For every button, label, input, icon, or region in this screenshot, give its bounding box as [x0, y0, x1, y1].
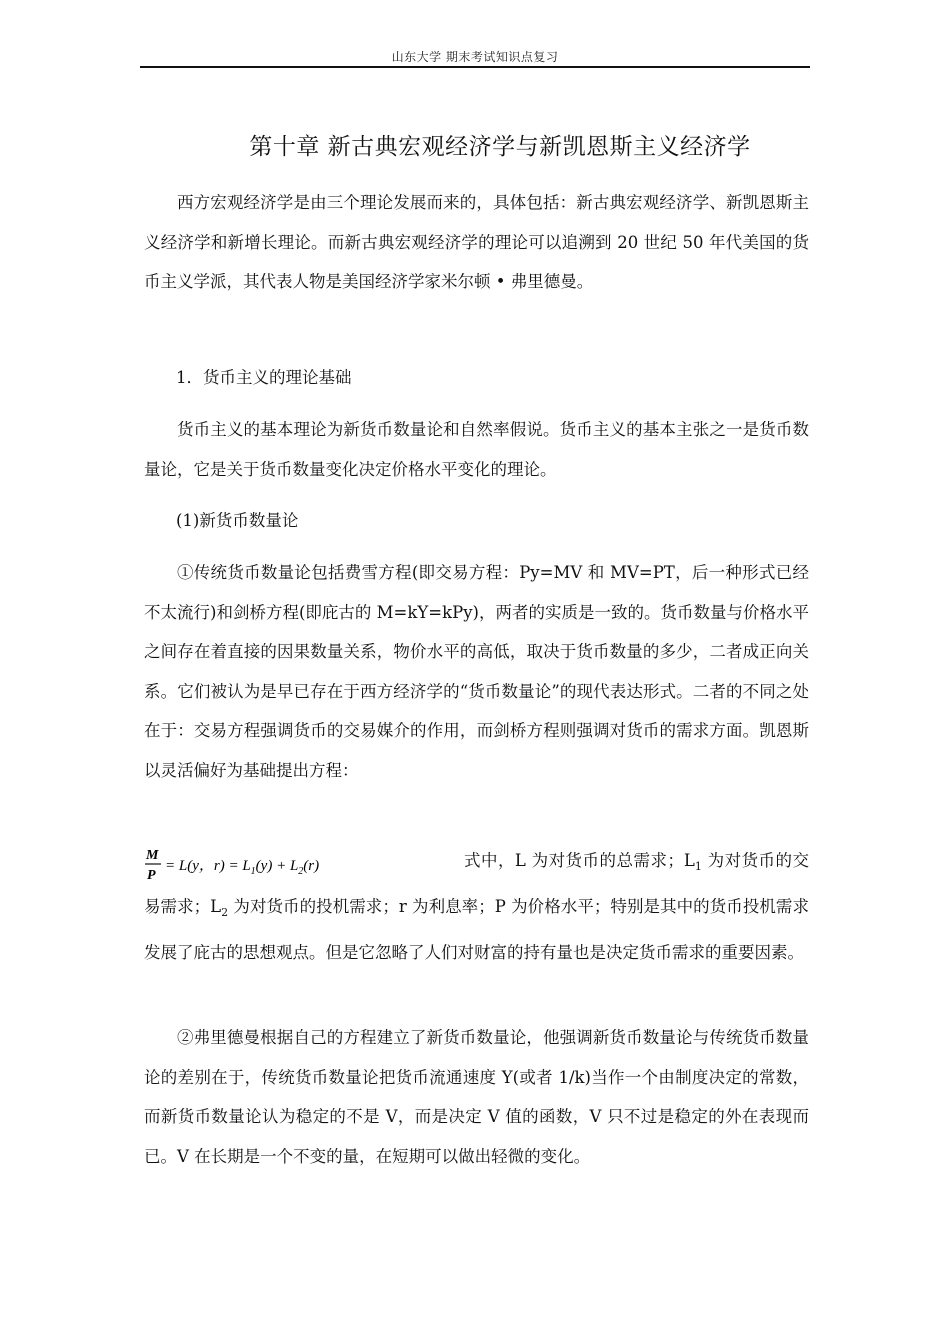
- section-heading-1: 1．货币主义的理论基础: [176, 368, 352, 387]
- formula-rhs: [165, 858, 319, 877]
- money-demand-formula: [144, 845, 389, 885]
- formula-rhs-part1: = L(y，r) = L: [165, 858, 251, 874]
- friedman-paragraph: ②弗里德曼根据自己的方程建立了新货币数量论，他强调新货币数量论与传统货币数量论的差别在于，传统货币数量论把货币流通速度 Y(或者 1/k)当作一个由制度决定的常数，而新货币数量论认为稳定的不是 V，而是决定 V 值的函数，V 只不过是稳定的外在表现而已。V 在长期是一个不变的量，在短期可以做出轻微的变化。: [144, 1028, 809, 1166]
- intro-paragraph: 西方宏观经济学是由三个理论发展而来的，具体包括：新古典宏观经济学、新凯恩斯主义经济学和新增长理论。而新古典宏观经济学的理论可以追溯到 20 世纪 50 年代美国的货币主义学派，其代表人物是美国经济学家米尔顿 • 弗里德曼。: [144, 193, 809, 291]
- explain-part3: 为对货币的投机需求；r 为利息率；P 为价格水平；特别是其中的货币投机需求发展了庇古的思想观点。但是它忽略了人们对财富的持有量也是决定货币需求的重要因素。: [144, 897, 809, 962]
- subsection-heading-1: (1)新货币数量论: [176, 511, 299, 530]
- explain-sub2: 2: [221, 906, 229, 919]
- formula-rhs-part3: (r): [303, 858, 320, 874]
- formula-sub2: 2: [298, 866, 304, 877]
- formula-numerator: M: [146, 848, 159, 863]
- formula-rhs-part2: (y) + L: [255, 858, 299, 874]
- formula-denominator: P: [147, 868, 156, 883]
- explain-part1: 式中，L 为对货币的总需求；L: [464, 851, 695, 870]
- chapter-title: 第十章 新古典宏观经济学与新凯恩斯主义经济学: [249, 134, 751, 160]
- basic-theory-paragraph: 货币主义的基本理论为新货币数量论和自然率假说。货币主义的基本主张之一是货币数量论，它是关于货币数量变化决定价格水平变化的理论。: [144, 420, 809, 479]
- formula-image: [144, 845, 389, 885]
- page-header: 山东大学 期末考试知识点复习: [391, 50, 559, 64]
- explain-sub1: 1: [694, 860, 702, 873]
- formula-block: [144, 841, 809, 973]
- traditional-theory-paragraph: ①传统货币数量论包括费雪方程(即交易方程：Py=MV 和 MV=PT，后一种形式已经不太流行)和剑桥方程(即庇古的 M=kY=kPy)，两者的实质是一致的。货币数量与价格水平之间存在着直接的因果数量关系，物价水平的高低，取决于货币数量的多少，二者成正向关系。它们被认为是早已存在于西方经济学的“货币数量论”的现代表达形式。二者的不同之处在于：交易方程强调货币的交易媒介的作用，而剑桥方程则强调对货币的需求方面。凯恩斯以灵活偏好为基础提出方程：: [144, 563, 809, 780]
- formula-sub1: 1: [250, 866, 256, 877]
- explain-part2: 为对货币的交易需求；L: [144, 851, 809, 916]
- header-divider: [140, 66, 810, 68]
